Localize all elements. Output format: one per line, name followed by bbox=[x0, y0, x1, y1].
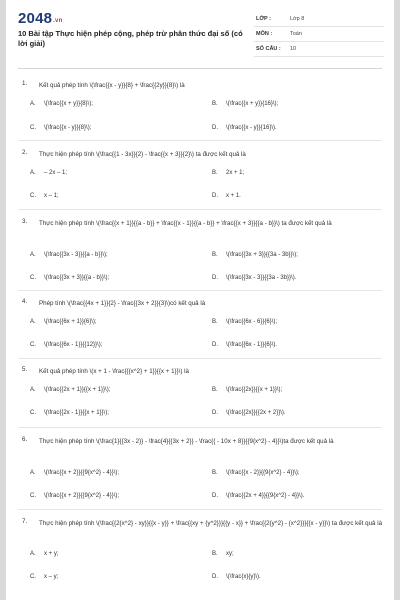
question-divider bbox=[18, 209, 382, 210]
logo-text: 2048 bbox=[18, 10, 53, 27]
option-letter: C. bbox=[30, 574, 36, 580]
header-divider bbox=[18, 68, 382, 69]
option-text: \(\frac{{3x + 3}}{{3a - 3b}}\); bbox=[226, 252, 298, 258]
question-text: Thực hiện phép tính \(\frac{{x + 1}}{{a - b}} + \frac{{x - 1}}{{a - b}} + \frac{{x + 3}}{{a - b}}\) ta được kết quả là bbox=[39, 220, 332, 227]
question-divider bbox=[18, 509, 382, 510]
meta-row-class bbox=[254, 12, 384, 27]
option-text: \(\frac{{3x + 3}}{{a - b}}\); bbox=[44, 275, 110, 281]
option-text: \(\frac{{3x - 3}}{{3a - 3b}}\). bbox=[226, 275, 297, 281]
question-number: 6. bbox=[22, 436, 28, 443]
option-letter: C. bbox=[30, 275, 36, 281]
option-text: \(\frac{{x - y}}{16}\). bbox=[226, 125, 277, 131]
option-text: \(\frac{{2x}}{{x + 1}}\); bbox=[226, 387, 283, 393]
option-c[interactable] bbox=[30, 193, 59, 199]
option-b[interactable] bbox=[212, 387, 282, 393]
meta-row-count bbox=[254, 42, 384, 57]
option-b[interactable] bbox=[212, 551, 234, 557]
meta-value: Toán bbox=[290, 31, 302, 37]
option-c[interactable] bbox=[30, 275, 109, 281]
question-number: 4. bbox=[22, 298, 28, 305]
option-a[interactable] bbox=[30, 101, 93, 107]
meta-key: LỚP : bbox=[256, 16, 271, 22]
option-d[interactable] bbox=[212, 493, 304, 499]
question-text: Thực hiện phép tính \(\frac{{1 - 3x}}{2} - \frac{{x + 3}}{2}\) ta được kết quả là bbox=[39, 151, 246, 158]
option-letter: C. bbox=[30, 193, 36, 199]
option-text: \(\frac{{2x}}{{2x + 2}}\). bbox=[226, 410, 286, 416]
question-number: 5. bbox=[22, 366, 28, 373]
option-d[interactable] bbox=[212, 342, 277, 348]
option-b[interactable] bbox=[212, 470, 300, 476]
question-number: 1. bbox=[22, 80, 28, 87]
option-d[interactable] bbox=[212, 410, 286, 416]
option-text: x – 1; bbox=[44, 193, 59, 199]
option-a[interactable] bbox=[30, 470, 119, 476]
question-text: Thực hiện phép tính \(\frac{{2{x^2} - xy}}{{x - y}} + \frac{{xy + {y^2}}}{{y - x}} + \frac{{2{y^2} - {x^2}}}{{x - y}}\) ta được kết quả là bbox=[39, 520, 383, 527]
meta-table bbox=[254, 12, 384, 57]
meta-row-subject bbox=[254, 27, 384, 42]
option-c[interactable] bbox=[30, 493, 119, 499]
option-letter: A. bbox=[30, 101, 36, 107]
option-text: \(\frac{{2x - 1}}{{x + 1}}\); bbox=[44, 410, 109, 416]
option-letter: A. bbox=[30, 170, 36, 176]
option-text: \(\frac{{6x - 6}}{6}\); bbox=[226, 319, 278, 325]
question-text: Thực hiện phép tính \(\frac{1}{{3x - 2}} - \frac{4}{{3x + 2}} - \frac{{ - 10x + 8}}{{9{x^2} - 4}}\)ta được kết quả là bbox=[39, 438, 334, 445]
option-a[interactable] bbox=[30, 551, 59, 557]
option-d[interactable] bbox=[212, 125, 277, 131]
option-text: \(\frac{{x + y}}{8}\); bbox=[44, 101, 93, 107]
option-text: \(\frac{{2x + 4}}{{9{x^2} - 4}}\). bbox=[226, 493, 305, 499]
option-letter: B. bbox=[212, 470, 218, 476]
option-text: \(\frac{{6x + 1}}{6}\); bbox=[44, 319, 97, 325]
option-b[interactable] bbox=[212, 319, 277, 325]
option-text: \(\frac{{x - 2}}{{9{x^2} - 4}}\); bbox=[226, 470, 300, 476]
question-text: Kết quả phép tính \(x + 1 - \frac{{{x^2} + 1}}{{x + 1}}\) là bbox=[39, 368, 189, 375]
option-c[interactable] bbox=[30, 574, 58, 580]
question-divider bbox=[18, 358, 382, 359]
option-c[interactable] bbox=[30, 125, 91, 131]
option-letter: C. bbox=[30, 493, 36, 499]
option-text: x + 1. bbox=[226, 193, 241, 199]
option-letter: C. bbox=[30, 342, 36, 348]
option-a[interactable] bbox=[30, 170, 67, 176]
option-text: – 2x – 1; bbox=[44, 170, 68, 176]
option-d[interactable] bbox=[212, 193, 241, 199]
question-divider bbox=[18, 427, 382, 428]
option-c[interactable] bbox=[30, 410, 109, 416]
option-d[interactable] bbox=[212, 275, 296, 281]
option-letter: B. bbox=[212, 252, 218, 258]
option-text: xy; bbox=[226, 551, 234, 557]
meta-value: Lớp 8 bbox=[290, 16, 305, 22]
question-number: 7. bbox=[22, 518, 28, 525]
option-a[interactable] bbox=[30, 252, 108, 258]
option-letter: B. bbox=[212, 101, 218, 107]
question-divider bbox=[18, 290, 382, 291]
option-letter: D. bbox=[212, 574, 218, 580]
option-letter: B. bbox=[212, 551, 218, 557]
option-letter: D. bbox=[212, 193, 218, 199]
document-title: 10 Bài tập Thực hiện phép cộng, phép trừ phân thức đại số (có lời giải) bbox=[18, 29, 243, 48]
option-b[interactable] bbox=[212, 101, 278, 107]
option-b[interactable] bbox=[212, 170, 244, 176]
option-text: \(\frac{{x + 2}}{{9{x^2} - 4}}\); bbox=[44, 493, 120, 499]
option-a[interactable] bbox=[30, 319, 97, 325]
option-letter: C. bbox=[30, 125, 36, 131]
document-header bbox=[6, 0, 394, 66]
site-logo[interactable] bbox=[18, 10, 62, 27]
option-c[interactable] bbox=[30, 342, 102, 348]
option-letter: D. bbox=[212, 275, 218, 281]
meta-value: 10 bbox=[290, 46, 297, 52]
option-d[interactable] bbox=[212, 574, 261, 580]
option-letter: A. bbox=[30, 252, 36, 258]
question-text: Phép tính \(\frac{{4x + 1}}{2} - \frac{{3x + 2}}{3}\)có kết quả là bbox=[39, 300, 206, 307]
option-text: \(\frac{{3x - 3}}{{a - b}}\); bbox=[44, 252, 108, 258]
meta-key: MÔN : bbox=[256, 31, 273, 37]
option-letter: D. bbox=[212, 493, 218, 499]
option-text: 2x + 1; bbox=[226, 170, 245, 176]
meta-key: SỐ CÂU : bbox=[256, 46, 281, 52]
option-text: \(\frac{{x + y}}{16}\); bbox=[226, 101, 279, 107]
option-letter: A. bbox=[30, 551, 36, 557]
question-divider bbox=[18, 140, 382, 141]
question-number: 2. bbox=[22, 149, 28, 156]
option-letter: D. bbox=[212, 410, 218, 416]
question-text: Kết quả phép tính \(\frac{{x - y}}{8} + \frac{{2y}}{8}\) là bbox=[39, 82, 185, 89]
option-b[interactable] bbox=[212, 252, 298, 258]
option-text: x – y; bbox=[44, 574, 59, 580]
option-text: \(\frac{x}{y}\). bbox=[226, 574, 261, 580]
option-letter: B. bbox=[212, 319, 218, 325]
option-text: \(\frac{{x + 2}}{{9{x^2} - 4}}\); bbox=[44, 470, 120, 476]
option-letter: D. bbox=[212, 342, 218, 348]
option-letter: B. bbox=[212, 170, 218, 176]
option-text: x + y; bbox=[44, 551, 59, 557]
option-letter: A. bbox=[30, 319, 36, 325]
option-letter: D. bbox=[212, 125, 218, 131]
question-number: 3. bbox=[22, 218, 28, 225]
option-text: \(\frac{{2x + 1}}{{x + 1}}\); bbox=[44, 387, 111, 393]
option-letter: B. bbox=[212, 387, 218, 393]
option-letter: A. bbox=[30, 387, 36, 393]
option-text: \(\frac{{6x - 1}}{{12}}\); bbox=[44, 342, 103, 348]
option-letter: C. bbox=[30, 410, 36, 416]
option-a[interactable] bbox=[30, 387, 110, 393]
option-text: \(\frac{{6x - 1}}{6}\). bbox=[226, 342, 278, 348]
logo-suffix: .vn bbox=[53, 18, 63, 24]
option-letter: A. bbox=[30, 470, 36, 476]
option-text: \(\frac{{x - y}}{8}\); bbox=[44, 125, 92, 131]
document-page bbox=[6, 0, 394, 600]
